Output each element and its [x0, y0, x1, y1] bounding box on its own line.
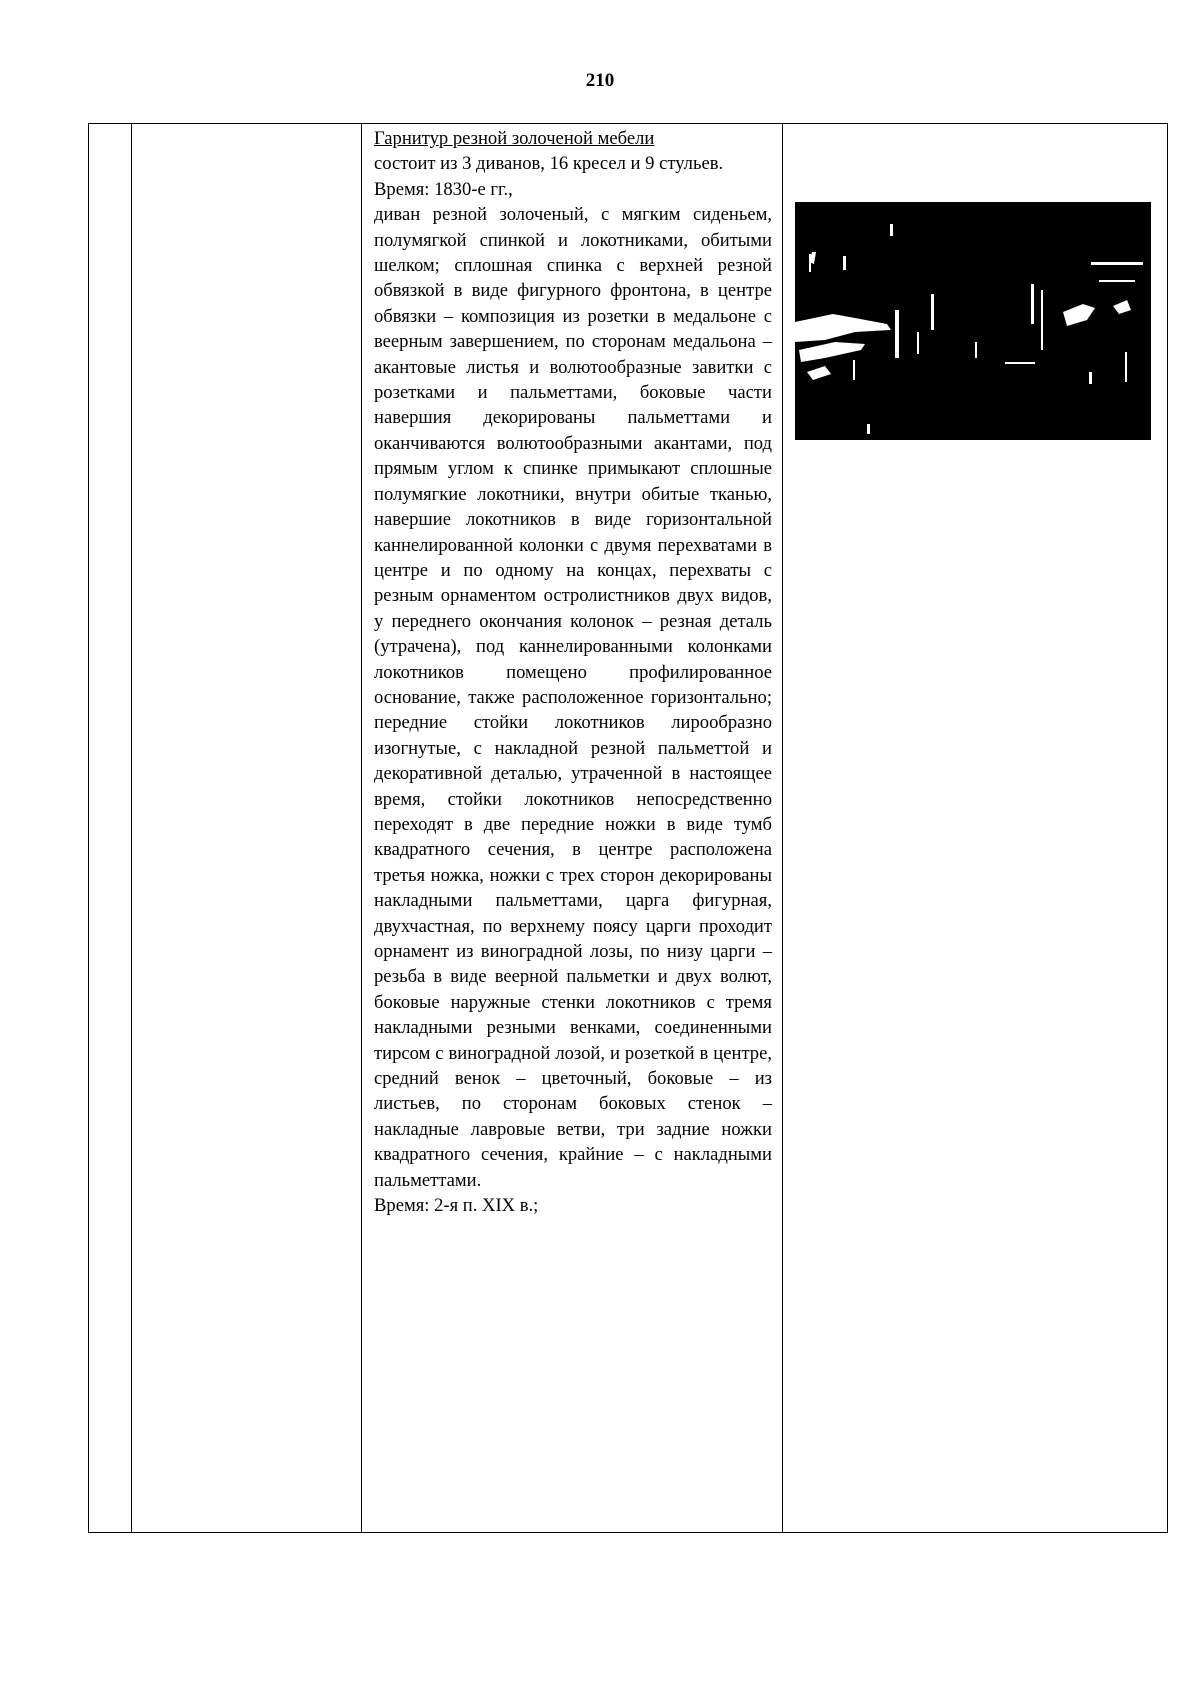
item-composition: состоит из 3 диванов, 16 кресел и 9 стульев. Время: 1830-е гг., [374, 153, 724, 200]
description-cell [362, 124, 783, 1533]
photo-cell [783, 124, 1168, 1533]
item-title: Гарнитур резной золоченой мебели [374, 128, 655, 149]
item-photo [795, 202, 1151, 440]
table-row [89, 124, 1168, 1533]
item-description: диван резной золоченый, с мягким сиденьем, полумягкой спинкой и локотниками, обитыми шелком; сплошная спинка с верхней резной обвязкой в виде фигурного фронтона, в центре обвязки – композиция из розетки в медальоне с веерным завершением, по сторонам медальона – акантовые листья и волютообразные завитки с розетками и пальметтами, боковые части навершия декорированы пальметтами и оканчиваются волютообразными акантами, под прямым углом к спинке примыкают сплошные полумягкие локотники, внутри обитые тканью, навершие локотников в виде горизонтальной каннелированной колонки с двумя перехватами в центре и по одному на концах, перехваты с резным орнаментом остролистников двух видов, у переднего окончания колонок – резная деталь (утрачена), под каннелированными колонками локотников помещено профилированное основание, также расположенное горизонтально; передние стойки локотников лирообразно изогнутые, с накладной резной пальметтой и декоративной деталью, утраченной в настоящее время, стойки локотников непосредственно переходят в две передние ножки в виде тумб квадратного сечения, в центре расположена третья ножка, ножки с трех сторон декорированы накладными пальметтами, царга фигурная, двухчастная, по верхнему поясу царги проходит орнамент из виноградной лозы, по низу царги – резьба в виде веерной пальметки и двух волют, боковые наружные стенки локотников с тремя накладными резными венками, соединенными тирсом с виноградной лозой, и розеткой в центре, средний венок – цветочный, боковые – из листьев, по сторонам боковых стенок – накладные лавровые ветви, три задние ножки квадратного сечения, крайние – с накладными пальметтами. [374, 204, 772, 1191]
registry-table [88, 123, 1168, 1533]
number-cell [89, 124, 132, 1533]
name-cell [132, 124, 362, 1533]
item-period: Время: 2-я п. XIX в.; [374, 1195, 539, 1217]
page-number: 210 [585, 70, 615, 91]
